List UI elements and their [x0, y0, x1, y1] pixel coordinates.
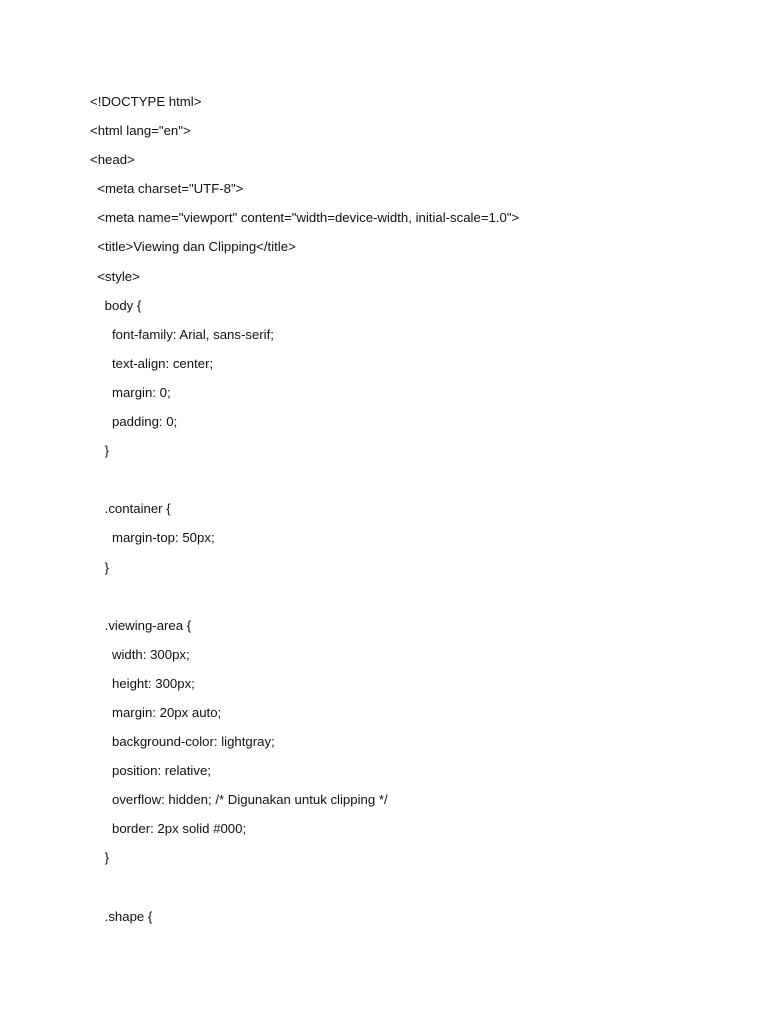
code-line: <style>	[90, 268, 140, 284]
code-line: <!DOCTYPE html>	[90, 94, 202, 109]
code-line: margin: 20px auto;	[90, 704, 222, 720]
code-line	[90, 879, 519, 908]
code-line: <meta charset="UTF-8">	[90, 181, 244, 197]
code-line: border: 2px solid #000;	[90, 821, 247, 837]
code-line: margin: 0;	[90, 384, 171, 400]
code-listing	[90, 93, 519, 937]
code-line: }	[90, 559, 110, 575]
code-line: body {	[90, 297, 142, 313]
code-line: <html lang="en">	[90, 123, 191, 139]
code-line	[90, 588, 519, 617]
code-line: .viewing-area {	[90, 617, 192, 633]
code-line: height: 300px;	[90, 675, 195, 691]
code-line: <title>Viewing dan Clipping</title>	[90, 239, 296, 255]
code-line: }	[90, 443, 110, 459]
code-line: <head>	[90, 152, 135, 168]
code-line: }	[90, 850, 110, 866]
code-line: font-family: Arial, sans-serif;	[90, 326, 274, 342]
code-line: overflow: hidden; /* Digunakan untuk clipping */	[90, 792, 388, 808]
code-line: width: 300px;	[90, 646, 190, 662]
code-line: .container {	[90, 501, 171, 517]
code-line: padding: 0;	[90, 414, 178, 430]
code-line	[90, 471, 519, 500]
code-line: position: relative;	[90, 763, 211, 779]
code-line: margin-top: 50px;	[90, 530, 215, 546]
code-line: background-color: lightgray;	[90, 734, 275, 750]
code-line: text-align: center;	[90, 355, 214, 371]
code-line: <meta name="viewport" content="width=device-width, initial-scale=1.0">	[90, 210, 520, 226]
code-line: .shape {	[90, 908, 153, 924]
